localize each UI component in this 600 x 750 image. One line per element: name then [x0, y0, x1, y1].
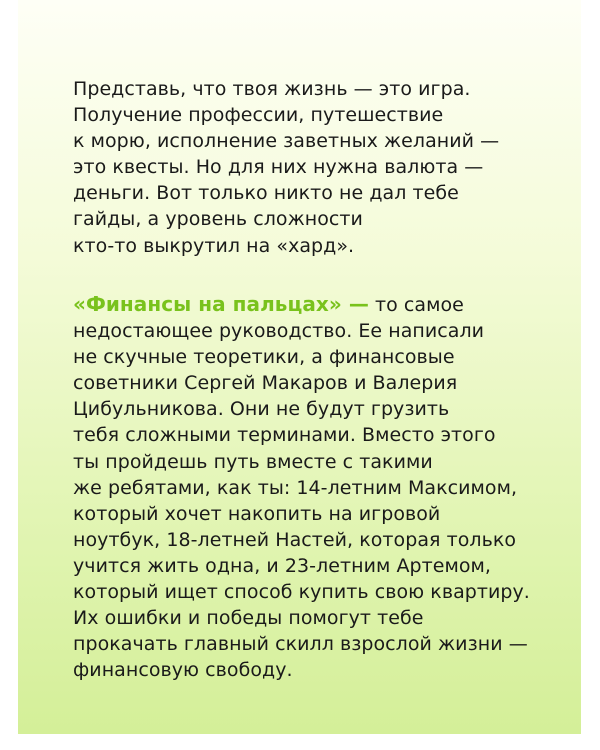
text-line: Их ошибки и победы помогут тебе: [73, 607, 424, 630]
text-line: к морю, исполнение заветных желаний —: [73, 130, 500, 153]
text-fragment: то самое: [368, 294, 464, 316]
text-line: же ребятами, как ты: 14-летним Максимом,: [73, 476, 518, 499]
text-line: советники Сергей Макаров и Валерия: [73, 372, 458, 395]
text-line-first: [73, 291, 530, 318]
text-line: Цибульникова. Они не будут грузить: [73, 398, 450, 421]
text-line: кто-то выкрутил на «хард».: [73, 234, 355, 257]
intro-paragraph: [73, 76, 499, 259]
text-line: это квесты. Но для них нужна валюта —: [73, 156, 484, 179]
description-paragraph: [73, 291, 530, 683]
text-line: ноутбук, 18-летней Настей, которая только: [73, 528, 517, 551]
text-line: учится жить одна, и 23-летним Артемом,: [73, 554, 491, 577]
text-line: прокачать главный скилл взрослой жизни —: [73, 633, 528, 656]
text-line: который ищет способ купить свою квартиру.: [73, 581, 530, 604]
text-line: Получение профессии, путешествие: [73, 104, 444, 127]
book-title-highlight: «Финансы на пальцах» —: [73, 292, 369, 316]
text-line: Представь, что твоя жизнь — это игра.: [73, 78, 471, 100]
text-line: который хочет накопить на игровой: [73, 502, 441, 525]
text-line: тебя сложными терминами. Вместо этого: [73, 424, 496, 447]
text-line: ты пройдешь путь вместе с такими: [73, 450, 433, 473]
text-line: не скучные теоретики, а финансовые: [73, 346, 455, 369]
text-line: финансовую свободу.: [73, 659, 293, 682]
text-line: гайды, а уровень сложности: [73, 208, 363, 231]
text-line: деньги. Вот только никто не дал тебе: [73, 182, 459, 205]
text-line: недостающее руководство. Ее написали: [73, 320, 485, 343]
